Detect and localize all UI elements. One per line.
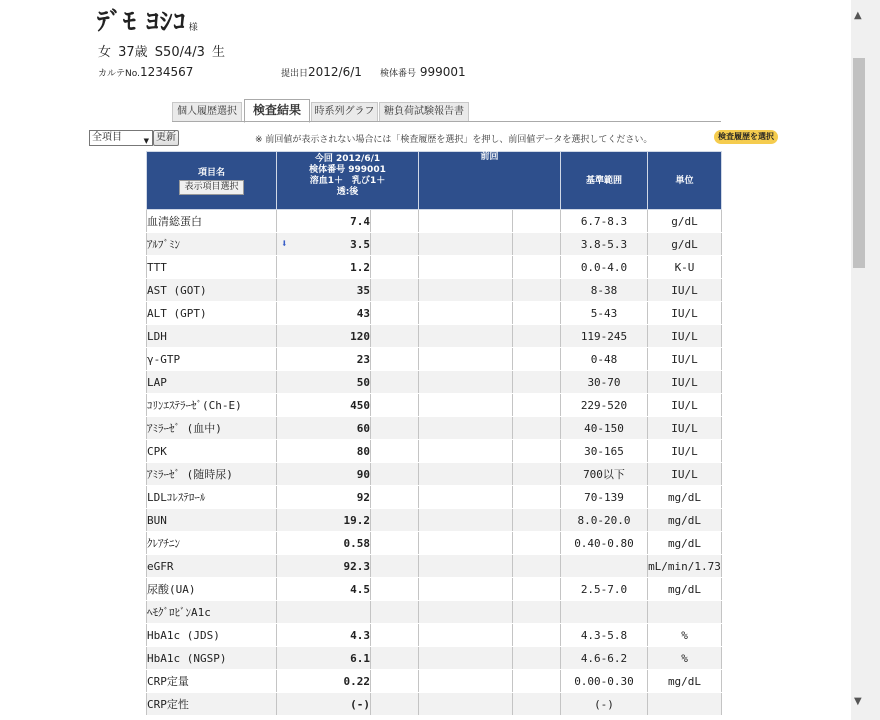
previous-value-cell [419,624,513,647]
header-current: 今回 2012/6/1 検体番号 999001 溶血1＋ 乳び1＋ 透:後 [277,152,419,210]
previous-comment-cell [513,256,561,279]
current-value: 50 [356,375,370,389]
current-value-cell [277,624,371,647]
results-table [146,151,722,716]
previous-comment-cell [513,348,561,371]
current-value-cell [277,601,371,624]
table-row [147,463,722,486]
unit-cell: IU/L [648,325,722,348]
item-name-cell: 尿酸(UA) [147,578,277,601]
unit-cell: IU/L [648,302,722,325]
previous-comment-cell [513,417,561,440]
patient-name: ﾃﾞﾓ ﾖｼｺ 様 [97,7,199,36]
reference-range-cell: 0.0-4.0 [561,256,648,279]
unit-cell: mg/dL [648,532,722,555]
current-comment-cell [371,509,419,532]
current-value-cell [277,256,371,279]
current-value-cell [277,210,371,233]
reference-range-cell: 30-70 [561,371,648,394]
item-name-cell: CRP定性 [147,693,277,716]
current-value: 4.5 [350,582,370,596]
current-comment-cell [371,486,419,509]
previous-comment-cell [513,233,561,256]
item-name-cell: ALT (GPT) [147,302,277,325]
current-value-cell [277,233,371,256]
honorific: 様 [188,23,199,33]
low-flag-icon: ⬇ [281,237,288,250]
table-row [147,279,722,302]
table-row [147,256,722,279]
previous-value-cell [419,440,513,463]
scroll-down-icon[interactable]: ▼ [854,696,862,707]
current-value: 60 [356,421,370,435]
previous-value-notice: ※ 前回値が表示されない場合には「検査履歴を選択」を押し、前回値データを選択してください。 [255,135,653,145]
item-name-cell: LAP [147,371,277,394]
table-row [147,417,722,440]
current-comment-cell [371,325,419,348]
current-value: 4.3 [350,628,370,642]
item-name-cell: HbA1c (NGSP) [147,647,277,670]
unit-cell: IU/L [648,394,722,417]
item-name-cell: ｱﾐﾗｰｾﾞ (随時尿) [147,463,277,486]
current-value: 0.58 [343,536,370,550]
current-value-cell [277,509,371,532]
previous-comment-cell [513,693,561,716]
patient-demographics: 女 37歳 S50/4/3 生 [98,45,226,60]
reference-range-cell: 30-165 [561,440,648,463]
item-name-cell: BUN [147,509,277,532]
current-comment-cell [371,210,419,233]
previous-comment-cell [513,394,561,417]
reference-range-cell: 119-245 [561,325,648,348]
header-reference-range: 基準範囲 [561,152,648,210]
current-comment-cell [371,394,419,417]
reference-range-cell [561,555,648,578]
current-value-cell [277,279,371,302]
previous-comment-cell [513,279,561,302]
item-name-cell: γ-GTP [147,348,277,371]
current-value-cell [277,371,371,394]
table-row [147,601,722,624]
table-row [147,486,722,509]
reference-range-cell: (-) [561,693,648,716]
previous-comment-cell [513,463,561,486]
header-previous: 前回 [419,152,561,210]
current-comment-cell [371,670,419,693]
reference-range-cell: 6.7-8.3 [561,210,648,233]
previous-value-cell [419,693,513,716]
tab-timeseries-graph[interactable]: 時系列グラフ [311,102,378,121]
table-row [147,233,722,256]
select-history-button[interactable]: 検査履歴を選択 [714,130,778,144]
current-value-cell [277,578,371,601]
unit-cell: IU/L [648,348,722,371]
previous-value-cell [419,325,513,348]
item-name-cell: CRP定量 [147,670,277,693]
scroll-up-icon[interactable]: ▲ [854,10,862,21]
table-row [147,578,722,601]
item-name-cell: ｱﾐﾗｰｾﾞ (血中) [147,417,277,440]
previous-comment-cell [513,624,561,647]
previous-comment-cell [513,210,561,233]
current-value: 3.5 [350,237,370,251]
current-value: 1.2 [350,260,370,274]
unit-cell: IU/L [648,463,722,486]
select-display-items-button[interactable]: 表示項目選択 [179,180,243,195]
current-value: 23 [356,352,370,366]
reference-range-cell: 5-43 [561,302,648,325]
current-value: (-) [350,697,370,711]
current-value-cell [277,670,371,693]
table-row [147,670,722,693]
reference-range-cell: 4.3-5.8 [561,624,648,647]
previous-comment-cell [513,486,561,509]
current-value: 90 [356,467,370,481]
unit-cell: IU/L [648,279,722,302]
previous-value-cell [419,210,513,233]
previous-comment-cell [513,532,561,555]
submit-date: 提出日2012/6/1 [281,65,362,79]
current-value: 6.1 [350,651,370,665]
current-value-cell [277,532,371,555]
unit-cell: IU/L [648,440,722,463]
reference-range-cell: 8.0-20.0 [561,509,648,532]
table-row [147,302,722,325]
previous-comment-cell [513,440,561,463]
current-comment-cell [371,371,419,394]
update-button[interactable]: 更新 [153,130,179,146]
current-value: 80 [356,444,370,458]
table-row [147,325,722,348]
current-value: 92 [356,490,370,504]
unit-cell: % [648,647,722,670]
current-comment-cell [371,532,419,555]
item-name-cell: 血清総蛋白 [147,210,277,233]
previous-value-cell [419,302,513,325]
reference-range-cell: 700以下 [561,463,648,486]
current-comment-cell [371,693,419,716]
table-row [147,693,722,716]
item-name-cell: LDLｺﾚｽﾃﾛｰﾙ [147,486,277,509]
unit-cell: mL/min/1.73 [648,555,722,578]
table-row [147,647,722,670]
unit-cell [648,693,722,716]
current-value-cell [277,647,371,670]
reference-range-cell: 8-38 [561,279,648,302]
current-comment-cell [371,463,419,486]
item-name-cell: ﾍﾓｸﾞﾛﾋﾞﾝA1c [147,601,277,624]
reference-range-cell: 3.8-5.3 [561,233,648,256]
current-value-cell [277,394,371,417]
table-row [147,555,722,578]
current-comment-cell [371,256,419,279]
unit-cell: mg/dL [648,509,722,532]
tab-personal-history[interactable]: 個人履歴選択 [172,102,242,121]
previous-value-cell [419,348,513,371]
table-row [147,509,722,532]
previous-comment-cell [513,325,561,348]
current-comment-cell [371,233,419,256]
chart-number: カルテNo.1234567 [98,65,194,79]
item-name-cell: HbA1c (JDS) [147,624,277,647]
table-row [147,394,722,417]
tab-test-results[interactable]: 検査結果 [244,99,310,123]
previous-value-cell [419,509,513,532]
item-name-cell: TTT [147,256,277,279]
current-comment-cell [371,440,419,463]
current-comment-cell [371,601,419,624]
current-comment-cell [371,417,419,440]
chevron-down-icon: ▼ [143,137,149,145]
current-value: 450 [350,398,370,412]
previous-comment-cell [513,555,561,578]
reference-range-cell: 0.00-0.30 [561,670,648,693]
reference-range-cell [561,601,648,624]
previous-comment-cell [513,670,561,693]
reference-range-cell: 229-520 [561,394,648,417]
previous-value-cell [419,394,513,417]
tab-glucose-tolerance-report[interactable]: 糖負荷試験報告書 [379,102,469,121]
current-comment-cell [371,624,419,647]
current-value-cell [277,440,371,463]
current-value-cell [277,325,371,348]
tab-divider [172,121,721,122]
current-value: 43 [356,306,370,320]
current-value-cell [277,486,371,509]
item-name-cell: eGFR [147,555,277,578]
previous-value-cell [419,233,513,256]
previous-value-cell [419,417,513,440]
item-name-cell: ｱﾙﾌﾞﾐﾝ [147,233,277,256]
current-value: 7.4 [350,214,370,228]
item-name-cell: ｺﾘﾝｴｽﾃﾗｰｾﾞ(Ch-E) [147,394,277,417]
reference-range-cell: 4.6-6.2 [561,647,648,670]
previous-comment-cell [513,601,561,624]
reference-range-cell: 2.5-7.0 [561,578,648,601]
previous-value-cell [419,463,513,486]
reference-range-cell: 40-150 [561,417,648,440]
current-value-cell [277,302,371,325]
vertical-scrollbar[interactable] [851,0,880,720]
previous-value-cell [419,486,513,509]
current-value: 0.22 [343,674,370,688]
item-name-cell: ｸﾚｱﾁﾆﾝ [147,532,277,555]
unit-cell: g/dL [648,210,722,233]
unit-cell: IU/L [648,417,722,440]
previous-value-cell [419,647,513,670]
table-row [147,440,722,463]
table-row [147,371,722,394]
previous-value-cell [419,371,513,394]
current-comment-cell [371,555,419,578]
item-name-cell: AST (GOT) [147,279,277,302]
previous-comment-cell [513,647,561,670]
previous-comment-cell [513,371,561,394]
table-row [147,348,722,371]
previous-value-cell [419,555,513,578]
current-comment-cell [371,302,419,325]
current-comment-cell [371,279,419,302]
unit-cell: mg/dL [648,670,722,693]
current-comment-cell [371,578,419,601]
item-filter-select[interactable]: 全項目 ▼ [89,130,153,146]
table-row [147,532,722,555]
current-comment-cell [371,647,419,670]
specimen-number: 検体番号 999001 [380,65,466,79]
previous-value-cell [419,578,513,601]
header-unit: 単位 [648,152,722,210]
reference-range-cell: 0-48 [561,348,648,371]
unit-cell: mg/dL [648,578,722,601]
current-value-cell [277,417,371,440]
previous-comment-cell [513,578,561,601]
current-value-cell [277,463,371,486]
current-comment-cell [371,348,419,371]
reference-range-cell: 0.40-0.80 [561,532,648,555]
unit-cell [648,601,722,624]
current-value-cell [277,693,371,716]
previous-value-cell [419,670,513,693]
table-row [147,210,722,233]
reference-range-cell: 70-139 [561,486,648,509]
previous-value-cell [419,279,513,302]
unit-cell: K-U [648,256,722,279]
previous-comment-cell [513,302,561,325]
item-name-cell: LDH [147,325,277,348]
previous-value-cell [419,532,513,555]
item-name-cell: CPK [147,440,277,463]
current-value: 19.2 [343,513,370,527]
current-value-cell [277,348,371,371]
unit-cell: % [648,624,722,647]
previous-comment-cell [513,509,561,532]
previous-value-cell [419,256,513,279]
unit-cell: IU/L [648,371,722,394]
scrollbar-thumb[interactable] [853,58,865,268]
current-value: 92.3 [343,559,370,573]
current-value: 120 [350,329,370,343]
header-item-name: 項目名 表示項目選択 [147,152,277,210]
previous-value-cell [419,601,513,624]
current-value: 35 [356,283,370,297]
table-row [147,624,722,647]
current-value-cell [277,555,371,578]
unit-cell: mg/dL [648,486,722,509]
unit-cell: g/dL [648,233,722,256]
